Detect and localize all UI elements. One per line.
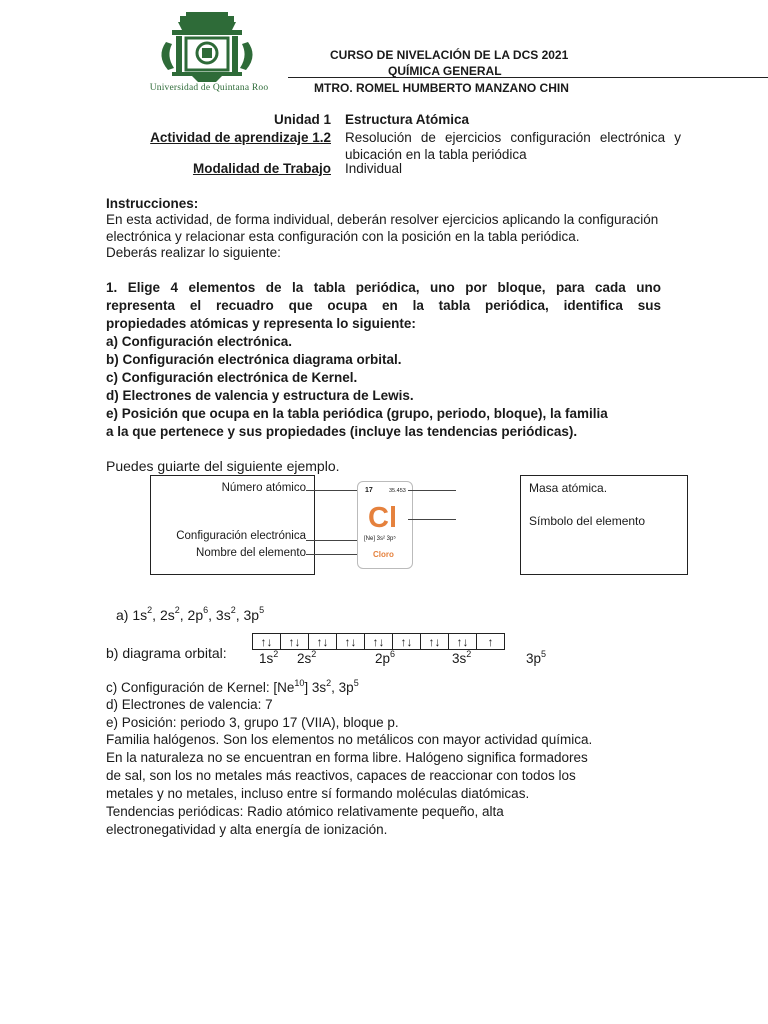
task-line1: 1. Elige 4 elementos de la tabla periódica, uno por bloque, para cada uno [106, 280, 661, 295]
pointer-line-number [306, 490, 364, 491]
activity-label: Actividad de aprendizaje 1.2 [150, 130, 331, 145]
answer-c-ne-exp: 10 [294, 678, 305, 688]
orbital-label-exp: 2 [466, 649, 472, 659]
answer-a-terms [132, 607, 264, 623]
answer-family-line4: metales y no metales, incluso entre sí formando moléculas diatómicas. [106, 786, 530, 801]
answer-b-label: b) diagrama orbital: [106, 645, 227, 661]
config-term-exp: 2 [174, 605, 180, 615]
subject-title: QUÍMICA GENERAL [388, 64, 502, 78]
task-line2: representa el recuadro que ocupa en la tabla periódica, identifica sus [106, 298, 661, 313]
answer-c [106, 680, 359, 695]
orbital-label-exp: 5 [541, 649, 547, 659]
task-item-b: b) Configuración electrónica diagrama orbital. [106, 352, 402, 367]
instructions-title: Instrucciones: [106, 196, 199, 211]
config-term-sep: , [179, 607, 188, 623]
label-element-symbol: Símbolo del elemento [529, 514, 646, 528]
task-item-d: d) Electrones de valencia y estructura de Lewis. [106, 388, 414, 403]
orbital-box: ↑↓ [449, 634, 477, 650]
card-atomic-mass: 35.453 [389, 488, 406, 494]
config-term-exp: 2 [230, 605, 236, 615]
config-term-sep: , [235, 607, 244, 623]
config-term-sep: , [152, 607, 160, 623]
answer-family-line3: de sal, son los no metales más reactivos, capaces de reaccionar con todos los [106, 768, 576, 783]
label-element-name: Nombre del elemento [196, 547, 306, 559]
answer-trends-line2: electronegatividad y alta energía de ionización. [106, 822, 388, 837]
orbital-label-exp: 6 [390, 649, 396, 659]
activity-value-line2: ubicación en la tabla periódica [345, 147, 527, 162]
answer-c-exp2: 5 [353, 678, 359, 688]
config-term-exp: 5 [259, 605, 265, 615]
orbital-box: ↑↓ [421, 634, 449, 650]
orbital-box: ↑↓ [309, 634, 337, 650]
orbital-label-2p [375, 651, 395, 666]
config-term-base: 2p [187, 607, 204, 623]
orbital-label-base: 3p [526, 651, 542, 666]
instructions-line1: En esta actividad, de forma individual, deberán resolver ejercicios aplicando la configuración [106, 212, 659, 227]
pointer-line-mass [408, 490, 456, 491]
card-config: [Ne] 3s² 3p⁵ [364, 536, 396, 542]
label-electron-config: Configuración electrónica [176, 530, 306, 542]
university-name: Universidad de Quintana Roo [149, 83, 269, 93]
answer-c-mid: ] 3s [304, 680, 327, 695]
answer-family-line2: En la naturaleza no se encuentran en forma libre. Halógeno significa formadores [106, 750, 588, 765]
unit-value: Estructura Atómica [345, 112, 470, 127]
mode-label: Modalidad de Trabajo [192, 161, 331, 176]
card-name: Cloro [373, 550, 394, 559]
task-item-a: a) Configuración electrónica. [106, 334, 293, 349]
card-atomic-number: 17 [365, 487, 373, 494]
header-rule [288, 77, 768, 78]
teacher-name: MTRO. ROMEL HUMBERTO MANZANO CHIN [314, 81, 569, 95]
config-term-exp: 6 [203, 605, 209, 615]
orbital-label-exp: 2 [273, 649, 279, 659]
orbital-label-base: 3s [452, 651, 467, 666]
task-line3: propiedades atómicas y representa lo siguiente: [106, 316, 416, 331]
answer-a-prefix: a) [116, 607, 133, 623]
orbital-diagram [252, 633, 505, 650]
orbital-box: ↑↓ [253, 634, 281, 650]
card-symbol: Cl [368, 502, 397, 534]
activity-value-line1: Resolución de ejercicios configuración electrónica y [345, 130, 681, 145]
orbital-label-3p [526, 651, 546, 666]
answer-d: d) Electrones de valencia: 7 [106, 697, 273, 712]
answer-c-sep: , 3p [331, 680, 354, 695]
instructions-line3: Deberás realizar lo siguiente: [106, 245, 281, 260]
task-item-c: c) Configuración electrónica de Kernel. [106, 370, 358, 385]
example-intro: Puedes guiarte del siguiente ejemplo. [106, 458, 340, 474]
answer-a [116, 607, 264, 623]
orbital-label-base: 2p [375, 651, 391, 666]
config-term-base: 3s [215, 607, 231, 623]
config-term-base: 3p [243, 607, 260, 623]
orbital-box: ↑↓ [365, 634, 393, 650]
answer-family-line1: Familia halógenos. Son los elementos no metálicos con mayor actividad química. [106, 732, 593, 747]
pointer-line-config [306, 540, 364, 541]
config-term-base: 2s [159, 607, 175, 623]
course-title: CURSO DE NIVELACIÓN DE LA DCS 2021 [330, 48, 569, 62]
config-term-exp: 2 [147, 605, 153, 615]
label-atomic-mass: Masa atómica. [529, 481, 608, 495]
task-item-e-line1: e) Posición que ocupa en la tabla periódica (grupo, periodo, bloque), la familia [106, 406, 608, 421]
answer-trends-line1: Tendencias periódicas: Radio atómico relativamente pequeño, alta [106, 804, 504, 819]
task-item-e-line2: a la que pertenece y sus propiedades (incluye las tendencias periódicas). [106, 424, 578, 439]
orbital-label-exp: 2 [311, 649, 317, 659]
element-card [357, 481, 413, 569]
answer-c-exp1: 2 [326, 678, 332, 688]
config-term-sep: , [208, 607, 216, 623]
instructions-line2: electrónica y relacionar esta configuración con la posición en la tabla periódica. [106, 229, 580, 244]
unit-label: Unidad 1 [273, 112, 331, 127]
orbital-label-1s [259, 651, 278, 666]
pointer-line-name [306, 554, 364, 555]
orbital-label-2s [297, 651, 316, 666]
orbital-box: ↑↓ [281, 634, 309, 650]
answer-e: e) Posición: periodo 3, grupo 17 (VIIA), bloque p. [106, 715, 399, 730]
label-atomic-number: Número atómico [221, 482, 306, 494]
pointer-line-symbol [408, 519, 456, 520]
orbital-box: ↑ [477, 634, 505, 650]
answer-c-prefix: c) Configuración de Kernel: [Ne [106, 680, 295, 695]
config-term-base: 1s [132, 607, 148, 623]
orbital-label-3s [452, 651, 471, 666]
orbital-label-base: 1s [259, 651, 274, 666]
mode-value: Individual [345, 161, 403, 176]
orbital-box: ↑↓ [337, 634, 365, 650]
orbital-label-base: 2s [297, 651, 312, 666]
orbital-box: ↑↓ [393, 634, 421, 650]
